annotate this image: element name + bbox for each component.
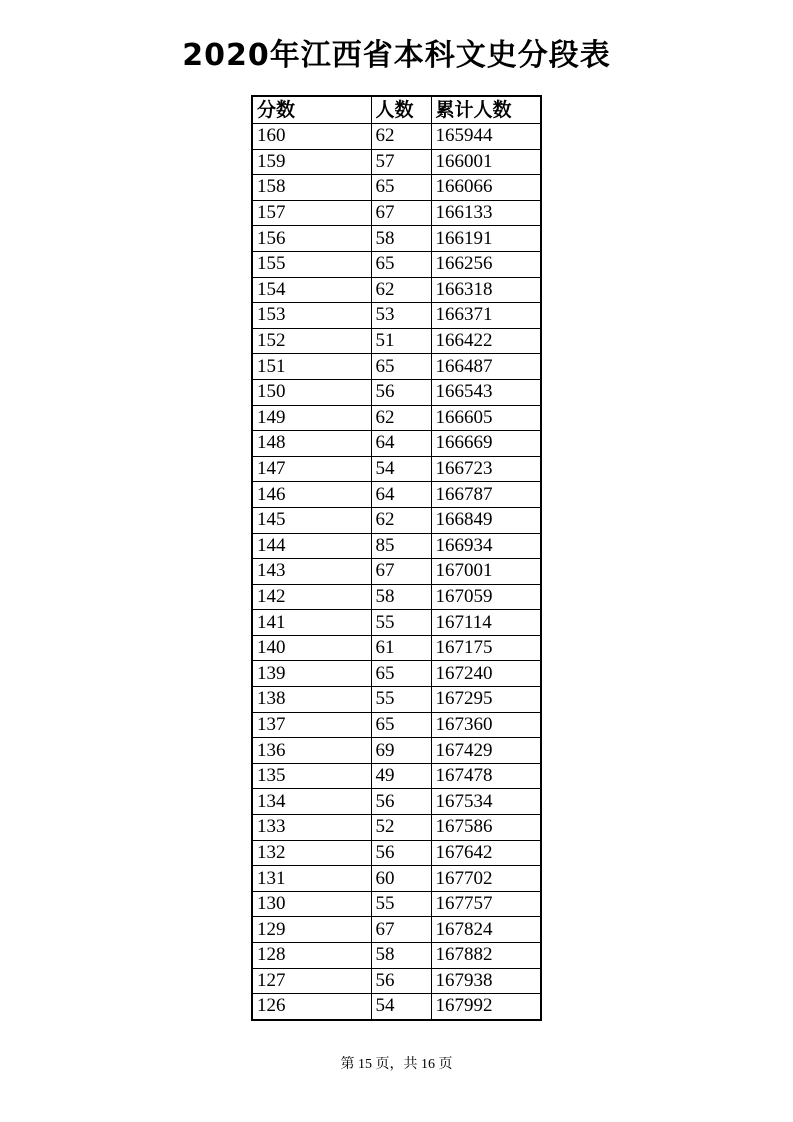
cell-cumulative: 167534 [431, 789, 541, 815]
cell-cumulative: 166318 [431, 277, 541, 303]
cell-score: 153 [252, 303, 371, 329]
cell-cumulative: 166723 [431, 456, 541, 482]
table-row [252, 917, 541, 943]
table-row [252, 943, 541, 969]
cell-count: 58 [371, 584, 431, 610]
table-row [252, 456, 541, 482]
cell-cumulative: 166066 [431, 175, 541, 201]
cell-count: 57 [371, 149, 431, 175]
cell-score: 134 [252, 789, 371, 815]
cell-count: 67 [371, 200, 431, 226]
cell-count: 67 [371, 559, 431, 585]
table-row [252, 175, 541, 201]
cell-count: 51 [371, 328, 431, 354]
cell-score: 150 [252, 379, 371, 405]
header-cumulative: 累计人数 [431, 96, 541, 124]
table-row [252, 815, 541, 841]
page-footer: 第 15 页，共 16 页 [340, 1057, 453, 1072]
cell-score: 152 [252, 328, 371, 354]
cell-score: 146 [252, 482, 371, 508]
cell-score: 133 [252, 815, 371, 841]
table-row [252, 763, 541, 789]
cell-score: 155 [252, 251, 371, 277]
table-row [252, 507, 541, 533]
cell-cumulative: 166422 [431, 328, 541, 354]
cell-cumulative: 166934 [431, 533, 541, 559]
cell-cumulative: 167175 [431, 635, 541, 661]
cell-cumulative: 165944 [431, 124, 541, 150]
cell-score: 135 [252, 763, 371, 789]
cell-count: 64 [371, 431, 431, 457]
cell-score: 131 [252, 866, 371, 892]
table-row [252, 866, 541, 892]
cell-count: 65 [371, 251, 431, 277]
table-row [252, 277, 541, 303]
table-row [252, 559, 541, 585]
cell-score: 143 [252, 559, 371, 585]
cell-count: 58 [371, 226, 431, 252]
cell-cumulative: 167360 [431, 712, 541, 738]
cell-score: 144 [252, 533, 371, 559]
cell-count: 53 [371, 303, 431, 329]
cell-cumulative: 166001 [431, 149, 541, 175]
cell-cumulative: 167429 [431, 738, 541, 764]
cell-score: 129 [252, 917, 371, 943]
cell-count: 67 [371, 917, 431, 943]
cell-cumulative: 166191 [431, 226, 541, 252]
cell-cumulative: 167992 [431, 994, 541, 1020]
cell-count: 55 [371, 687, 431, 713]
cell-count: 54 [371, 456, 431, 482]
cell-count: 65 [371, 712, 431, 738]
table-row [252, 687, 541, 713]
cell-cumulative: 166787 [431, 482, 541, 508]
header-count: 人数 [371, 96, 431, 124]
cell-cumulative: 167059 [431, 584, 541, 610]
cell-cumulative: 167938 [431, 968, 541, 994]
cell-score: 149 [252, 405, 371, 431]
table-row [252, 610, 541, 636]
cell-cumulative: 167642 [431, 840, 541, 866]
cell-count: 61 [371, 635, 431, 661]
cell-score: 128 [252, 943, 371, 969]
table-row [252, 226, 541, 252]
cell-score: 139 [252, 661, 371, 687]
table-row [252, 840, 541, 866]
cell-score: 130 [252, 891, 371, 917]
cell-count: 54 [371, 994, 431, 1020]
cell-cumulative: 167114 [431, 610, 541, 636]
table-row [252, 533, 541, 559]
table-row [252, 149, 541, 175]
table-body [252, 124, 541, 1020]
cell-score: 142 [252, 584, 371, 610]
cell-score: 156 [252, 226, 371, 252]
cell-count: 64 [371, 482, 431, 508]
cell-cumulative: 167001 [431, 559, 541, 585]
cell-score: 126 [252, 994, 371, 1020]
table-row [252, 968, 541, 994]
cell-count: 52 [371, 815, 431, 841]
score-table [251, 95, 542, 1021]
cell-score: 151 [252, 354, 371, 380]
cell-count: 65 [371, 354, 431, 380]
table-row [252, 379, 541, 405]
cell-count: 85 [371, 533, 431, 559]
cell-count: 65 [371, 175, 431, 201]
cell-count: 56 [371, 840, 431, 866]
cell-score: 132 [252, 840, 371, 866]
table-row [252, 891, 541, 917]
cell-cumulative: 166669 [431, 431, 541, 457]
cell-cumulative: 166605 [431, 405, 541, 431]
cell-count: 56 [371, 789, 431, 815]
cell-cumulative: 167478 [431, 763, 541, 789]
cell-cumulative: 166487 [431, 354, 541, 380]
cell-cumulative: 166543 [431, 379, 541, 405]
cell-count: 62 [371, 277, 431, 303]
cell-count: 55 [371, 891, 431, 917]
cell-cumulative: 166371 [431, 303, 541, 329]
table-row [252, 994, 541, 1020]
cell-score: 141 [252, 610, 371, 636]
cell-count: 62 [371, 124, 431, 150]
cell-cumulative: 167586 [431, 815, 541, 841]
cell-cumulative: 166849 [431, 507, 541, 533]
cell-count: 65 [371, 661, 431, 687]
table-row [252, 789, 541, 815]
table-header-row [252, 96, 541, 124]
table-row [252, 635, 541, 661]
table-row [252, 328, 541, 354]
table-row [252, 200, 541, 226]
cell-count: 60 [371, 866, 431, 892]
cell-count: 58 [371, 943, 431, 969]
table-row [252, 354, 541, 380]
cell-score: 157 [252, 200, 371, 226]
cell-cumulative: 166256 [431, 251, 541, 277]
cell-score: 140 [252, 635, 371, 661]
cell-cumulative: 167240 [431, 661, 541, 687]
cell-count: 62 [371, 405, 431, 431]
table-row [252, 712, 541, 738]
table-row [252, 431, 541, 457]
cell-score: 137 [252, 712, 371, 738]
cell-cumulative: 167702 [431, 866, 541, 892]
cell-score: 147 [252, 456, 371, 482]
table-header [252, 96, 541, 124]
cell-score: 159 [252, 149, 371, 175]
cell-score: 145 [252, 507, 371, 533]
cell-count: 49 [371, 763, 431, 789]
table-row [252, 584, 541, 610]
table-row [252, 482, 541, 508]
cell-score: 138 [252, 687, 371, 713]
cell-cumulative: 166133 [431, 200, 541, 226]
cell-score: 136 [252, 738, 371, 764]
cell-count: 62 [371, 507, 431, 533]
table-row [252, 405, 541, 431]
cell-score: 160 [252, 124, 371, 150]
cell-cumulative: 167824 [431, 917, 541, 943]
cell-count: 56 [371, 379, 431, 405]
cell-score: 148 [252, 431, 371, 457]
cell-score: 154 [252, 277, 371, 303]
cell-score: 127 [252, 968, 371, 994]
page-title: 2020年江西省本科文史分段表 [182, 38, 611, 73]
cell-score: 158 [252, 175, 371, 201]
table-row [252, 738, 541, 764]
table-row [252, 661, 541, 687]
cell-cumulative: 167882 [431, 943, 541, 969]
cell-count: 55 [371, 610, 431, 636]
cell-count: 69 [371, 738, 431, 764]
table-row [252, 124, 541, 150]
cell-count: 56 [371, 968, 431, 994]
table-row [252, 251, 541, 277]
header-score: 分数 [252, 96, 371, 124]
table-row [252, 303, 541, 329]
cell-cumulative: 167757 [431, 891, 541, 917]
cell-cumulative: 167295 [431, 687, 541, 713]
